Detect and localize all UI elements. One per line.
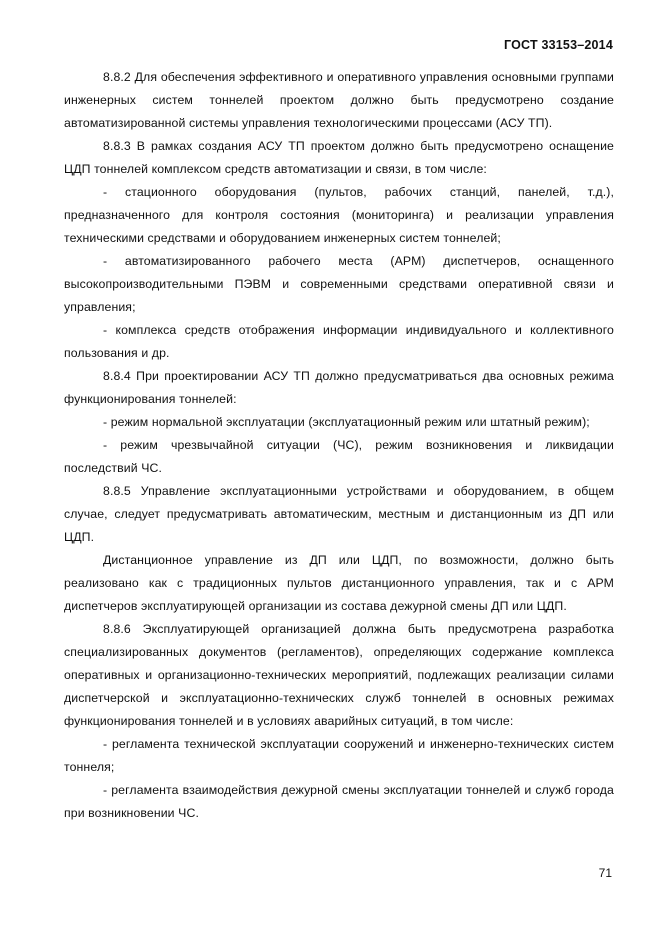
list-item-dispatcher-workstation: - автоматизированного рабочего места (АРМ) диспетчеров, оснащенного высокопроизводительными ПЭВМ и современными средствами оперативной связи и управления; <box>64 254 614 314</box>
paragraph-8-8-3: 8.8.3 В рамках создания АСУ ТП проектом должно быть предусмотрено оснащение ЦДП тоннелей комплексом средств автоматизации и связи, в том числе: <box>64 139 614 176</box>
paragraph-8-8-4: 8.8.4 При проектировании АСУ ТП должно предусматриваться два основных режима функционирования тоннелей: <box>64 369 614 406</box>
list-item-normal-mode: - режим нормальной эксплуатации (эксплуатационный режим или штатный режим); <box>103 415 590 429</box>
list-item-interaction-regulation: - регламента взаимодействия дежурной смены эксплуатации тоннелей и служб города при возникновении ЧС. <box>64 783 614 820</box>
paragraph-8-8-6: 8.8.6 Эксплуатирующей организацией должна быть предусмотрена разработка специализированных документов (регламентов), определяющих содержание комплекса оперативных и организационно-технических мероприятий, подлежащих реализации силами диспетчерской и эксплуатационно-технических служб тоннелей в основных режимах функционирования тоннелей и в условиях аварийных ситуаций, в том числе: <box>64 622 614 728</box>
list-item-emergency-mode: - режим чрезвычайной ситуации (ЧС), режим возникновения и ликвидации последствий ЧС. <box>64 438 614 475</box>
list-item-technical-regulation: - регламента технической эксплуатации сооружений и инженерно-технических систем тоннеля; <box>64 737 614 774</box>
paragraph-8-8-2: 8.8.2 Для обеспечения эффективного и оперативного управления основными группами инженерных систем тоннелей проектом должно быть предусмотрено создание автоматизированной системы управления технологическими процессами (АСУ ТП). <box>64 70 614 130</box>
paragraph-8-8-5: 8.8.5 Управление эксплуатационными устройствами и оборудованием, в общем случае, следует предусматривать автоматическим, местным и дистанционным из ДП или ЦДП. <box>64 484 614 544</box>
page-number: 71 <box>598 866 612 880</box>
list-item-stationary-equipment: - стационного оборудования (пультов, рабочих станций, панелей, т.д.), предназначенного для контроля состояния (мониторинга) и реализации управления техническими средствами и оборудованием инженерных систем тоннелей; <box>64 185 614 245</box>
paragraph-remote-control: Дистанционное управление из ДП или ЦДП, по возможности, должно быть реализовано как с традиционных пультов дистанционного управления, так и с АРМ диспетчеров эксплуатирующей организации из состава дежурной смены ДП или ЦДП. <box>64 553 614 613</box>
document-body <box>64 66 614 825</box>
list-item-display-systems: - комплекса средств отображения информации индивидуального и коллективного пользования и др. <box>64 323 614 360</box>
standard-header: ГОСТ 33153–2014 <box>504 38 613 52</box>
